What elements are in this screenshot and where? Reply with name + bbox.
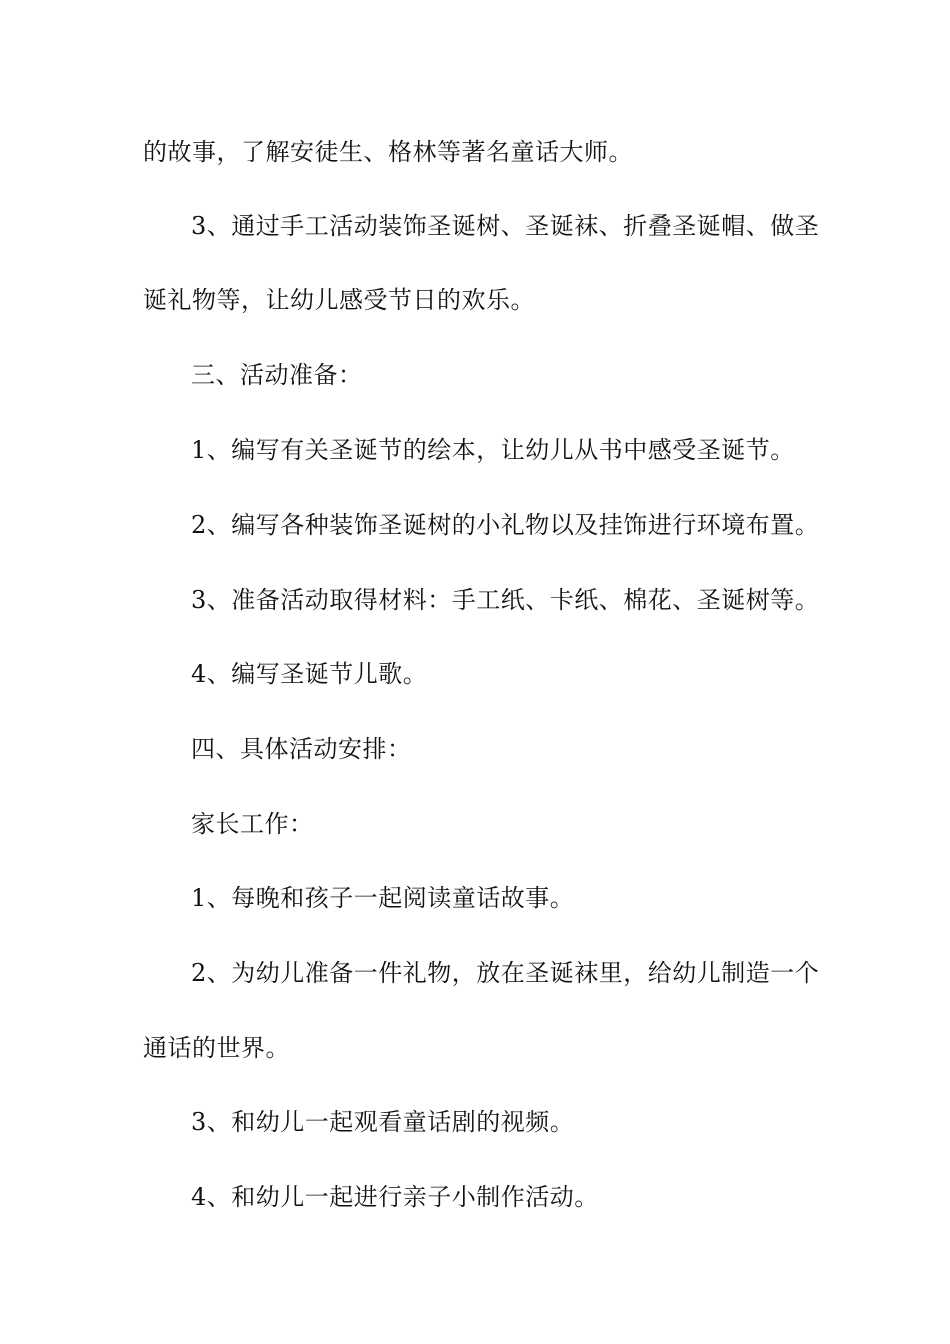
list-item-parent-2-continuation: 通话的世界。 [143,1034,290,1062]
list-item-goal-3: 3、通过手工活动装饰圣诞树、圣诞袜、折叠圣诞帽、做圣 [191,212,820,240]
section-heading-preparation: 三、活动准备： [191,361,363,389]
subheading-parent-work: 家长工作： [191,810,314,838]
list-item-prep-3: 3、准备活动取得材料：手工纸、卡纸、棉花、圣诞树等。 [191,586,820,614]
section-heading-arrangement: 四、具体活动安排： [191,735,412,763]
list-item-prep-1: 1、编写有关圣诞节的绘本，让幼儿从书中感受圣诞节。 [191,436,795,464]
list-item-parent-2: 2、为幼儿准备一件礼物，放在圣诞袜里，给幼儿制造一个 [191,959,820,987]
list-item-prep-2: 2、编写各种装饰圣诞树的小礼物以及挂饰进行环境布置。 [191,511,820,539]
list-item-prep-4: 4、编写圣诞节儿歌。 [191,660,428,688]
list-item-parent-4: 4、和幼儿一起进行亲子小制作活动。 [191,1183,599,1211]
list-item-parent-3: 3、和幼儿一起观看童话剧的视频。 [191,1108,575,1136]
list-item-goal-3-continuation: 诞礼物等，让幼儿感受节日的欢乐。 [143,286,535,314]
paragraph-continuation: 的故事，了解安徒生、格林等著名童话大师。 [143,138,633,166]
list-item-parent-1: 1、每晚和孩子一起阅读童话故事。 [191,884,575,912]
